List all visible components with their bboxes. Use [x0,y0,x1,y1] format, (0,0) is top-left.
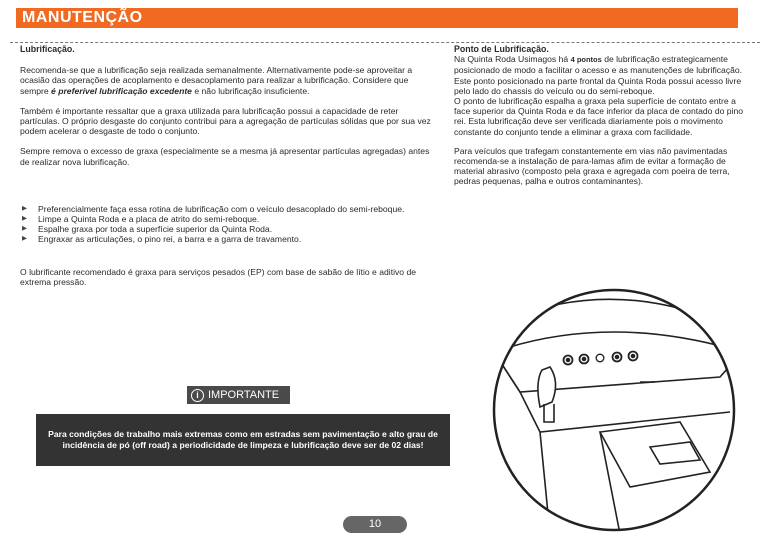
list-item-text: Espalhe graxa por toda a superfície superior da Quinta Roda. [38,224,273,235]
lubricant-recommendation: O lubrificante recomendado é graxa para serviços pesados (EP) com base de sabão de lítio e aditivo de extrema pressão. [20,266,417,287]
lubrication-point-paragraph-2: Este ponto posicionado na parte frontal da Quinta Roda possui acesso livre pelo lado do chassis do veículo ou do semi-reboque. [454,75,742,96]
list-item [20,224,438,234]
bullet-arrow-icon: ▶ [22,215,27,223]
list-item-text: Limpe a Quinta Roda e a placa de atrito do semi-reboque. [38,214,260,225]
bullet-arrow-icon: ▶ [22,235,27,243]
info-icon: i [191,389,204,402]
point-text-a: Na Quinta Roda Usimagos há [454,54,571,65]
lubrication-paragraph-2: Também é importante ressaltar que a graxa utilizada para lubrificação possui a capacidade de reter partículas. O próprio desgaste do conjunto contribui para a agregação de partículas sólidas que por sua vez podem acelerar o desgaste de todo o conjunto. [20,105,431,137]
section-title: MANUTENÇÃO [22,9,143,26]
bullet-arrow-icon: ▶ [22,204,27,212]
list-item [20,204,438,214]
section-header-bar [16,8,738,28]
page-number: 10 [343,516,407,533]
alert-text: Para condições de trabalho mais extremas como em estradas sem pavimentação e alto grau de incidência de pó (off road) a periodicidade de limpeza e lubrificação deve ser de 02 dias! [48,429,438,450]
lubrication-paragraph-1 [20,65,438,96]
bullet-arrow-icon: ▶ [22,225,27,233]
lubrication-point-title: Ponto de Lubrificação. [454,44,549,54]
para1-text-c: e não lubrificação insuficiente. [191,85,310,96]
lubrication-point-paragraph-3: O ponto de lubrificação espalha a graxa pela superfície de contato entre a face superior da Quinta Roda e da face inferior da placa de contado do pino rei. Esta lubrificação deve ser verificada diariamente pois o movimento constante do conjunto tende a eliminar a graxa com facilidade. [454,96,744,137]
list-item-text: Engraxar as articulações, o pino rei, a barra e a garra de travamento. [38,234,302,245]
para1-text-a: Recomenda-se que a lubrificação seja realizada semanalmente. Alternativamente pode-se aproveitar a ocasião das operações de acoplamento e desacoplamento para realizar a lubrificação. Considere que sempre [20,65,413,96]
lubrication-paragraph-3: Sempre remova o excesso de graxa (especialmente se a mesma já apresentar partículas agregadas) antes de realizar nova lubrificação. [20,146,430,167]
list-item [20,214,438,224]
important-label-box [187,386,290,404]
lubrication-point-paragraph-4: Para veículos que trafegam constantemente em vias não pavimentadas recomenda-se a instalação de para-lamas afim de evitar a formação de material abrasivo (composto pela graxa e agregada com poeira de terra, pedras pequenas, palha e outros contaminantes). [454,145,730,187]
para1-emphasis: é preferível lubrificação excedente [51,85,192,96]
point-count: 4 pontos [570,55,602,65]
lubrication-point-paragraph-1 [454,54,744,75]
right-column [454,44,744,187]
left-column [20,44,438,287]
fifth-wheel-illustration [480,282,748,534]
lubrication-title: Lubrificação. [20,44,75,54]
point-text-c: de lubrificação estrategicamente posicionado de modo a facilitar o acesso e as manutenções de lubrificação. [454,54,743,76]
list-item-text: Preferencialmente faça essa rotina de lubrificação com o veículo desacoplado do semi-reboque. [38,203,405,214]
lubrication-steps-list [20,204,438,245]
list-item [20,234,438,244]
off-road-alert-box [36,414,450,466]
important-label: IMPORTANTE [208,389,280,401]
dashed-divider [10,42,760,43]
